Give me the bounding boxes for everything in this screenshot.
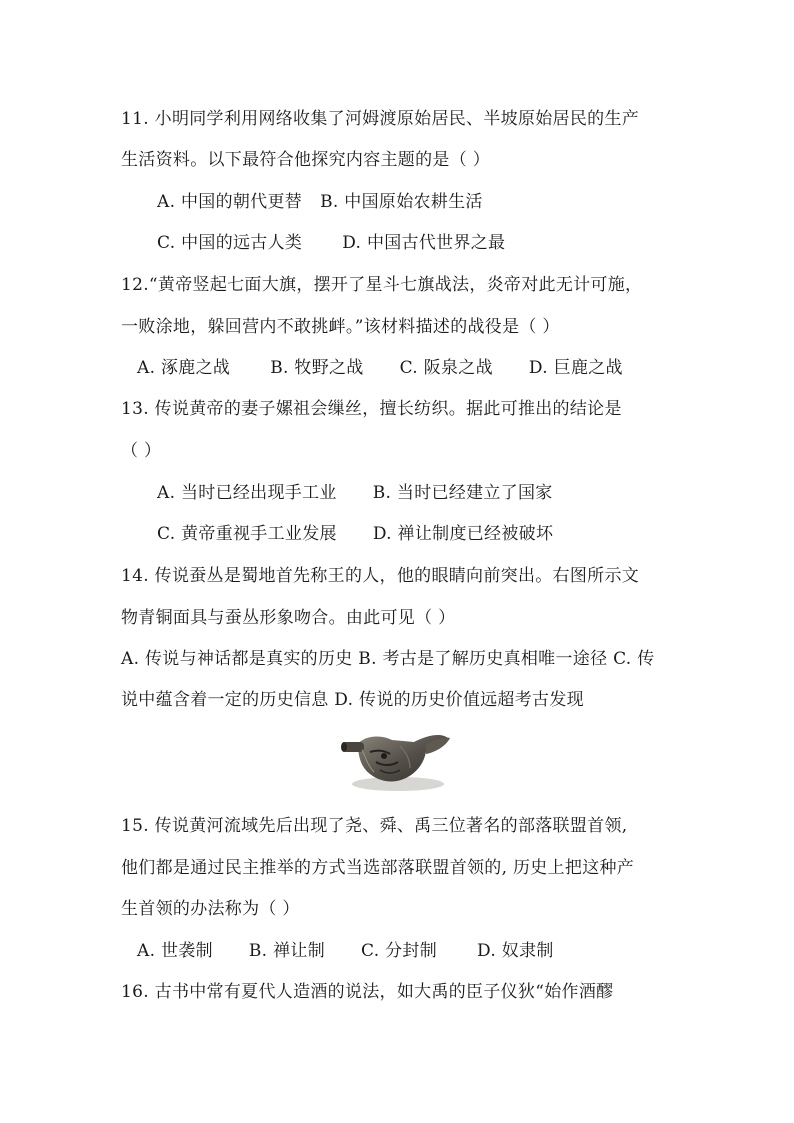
q12-option-c: C. 阪泉之战 bbox=[399, 358, 493, 378]
q15-options-row bbox=[137, 940, 554, 962]
q13-stem-line1: 13. 传说黄帝的妻子嫘祖会缫丝，擅长纺织。据此可推出的结论是 bbox=[121, 399, 622, 419]
q15-stem-line2: 他们都是通过民主推举的方式当选部落联盟首领的, 历史上把这种产 bbox=[121, 858, 635, 878]
q13-option-d: D. 禅让制度已经被破坏 bbox=[372, 524, 554, 544]
q15-stem-line3: 生首领的办法称为（ ） bbox=[121, 899, 300, 919]
q13-option-c: C. 黄帝重视手工业发展 bbox=[157, 524, 337, 544]
q15-stem-line1: 15. 传说黄河流域先后出现了尧、舜、禹三位著名的部落联盟首领, bbox=[121, 816, 628, 836]
q11-option-d: D. 中国古代世界之最 bbox=[342, 233, 506, 253]
q15-option-a: A. 世袭制 bbox=[137, 941, 213, 961]
q13-option-a: A. 当时已经出现手工业 bbox=[157, 483, 337, 503]
q15-option-d: D. 奴隶制 bbox=[477, 941, 554, 961]
q11-stem-line1: 11. 小明同学利用网络收集了河姆渡原始居民、半坡原始居民的生产 bbox=[121, 109, 640, 129]
q12-stem-line2: 一败涂地，躲回营内不敢挑衅。”该材料描述的战役是（ ） bbox=[121, 317, 560, 337]
q15-option-c: C. 分封制 bbox=[361, 941, 438, 961]
q11-options-row1 bbox=[157, 191, 483, 213]
q12-option-b: B. 牧野之战 bbox=[270, 358, 364, 378]
q15-option-b: B. 禅让制 bbox=[248, 941, 325, 961]
bronze-mask-image bbox=[340, 722, 452, 794]
q13-options-row1 bbox=[157, 482, 553, 504]
q12-options-row bbox=[137, 357, 623, 379]
q14-options-line2: 说中蕴含着一定的历史信息 D. 传说的历史价值远超考古发现 bbox=[121, 690, 584, 710]
q11-option-a: A. 中国的朝代更替 bbox=[157, 192, 303, 212]
q13-stem-line2: （ ） bbox=[121, 441, 162, 461]
q11-options-row2 bbox=[157, 232, 505, 254]
q13-options-row2 bbox=[157, 523, 553, 545]
bronze-mask-icon bbox=[340, 722, 452, 794]
q12-stem-line1: 12.“黄帝竖起七面大旗，摆开了星斗七旗战法，炎帝对此无计可施， bbox=[121, 275, 643, 295]
q14-stem-line1: 14. 传说蚕丛是蜀地首先称王的人，他的眼睛向前突出。右图所示文 bbox=[121, 566, 640, 586]
q11-option-c: C. 中国的远古人类 bbox=[157, 233, 303, 253]
q14-stem-line2: 物青铜面具与蚕丛形象吻合。由此可见（ ） bbox=[121, 608, 456, 628]
q11-stem-line2: 生活资料。以下最符合他探究内容主题的是（ ） bbox=[121, 150, 491, 170]
q14-options-line1: A. 传说与神话都是真实的历史 B. 考古是了解历史真相唯一途径 C. 传 bbox=[121, 649, 655, 669]
q16-stem-line1: 16. 古书中常有夏代人造酒的说法，如大禹的臣子仪狄“始作酒醪 bbox=[121, 982, 614, 1002]
q12-option-d: D. 巨鹿之战 bbox=[528, 358, 623, 378]
q11-option-b: B. 中国原始农耕生活 bbox=[320, 192, 483, 212]
q12-option-a: A. 涿鹿之战 bbox=[137, 358, 231, 378]
q13-option-b: B. 当时已经建立了国家 bbox=[372, 483, 553, 503]
